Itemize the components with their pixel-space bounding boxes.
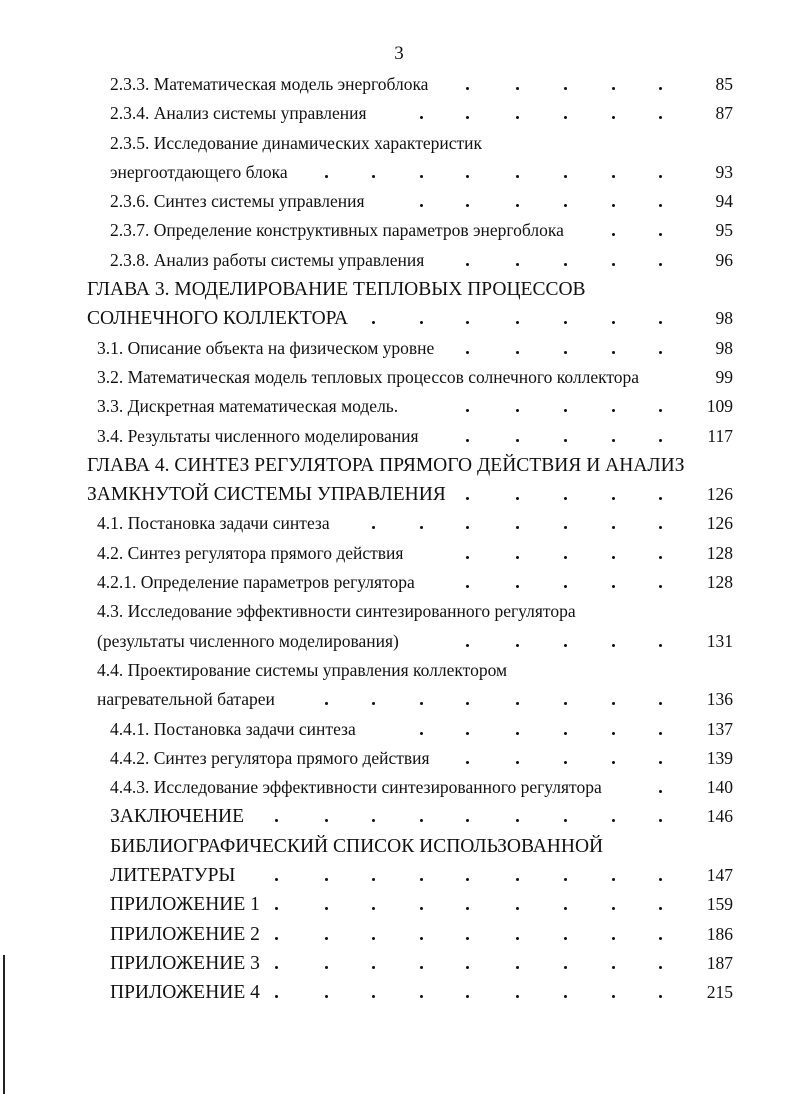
leader-dot bbox=[612, 87, 615, 90]
leader-dot bbox=[564, 907, 567, 910]
toc-row bbox=[0, 656, 798, 685]
leader-dot bbox=[564, 204, 567, 207]
toc-row bbox=[0, 422, 798, 451]
leader-dot bbox=[612, 644, 615, 647]
leader-dot bbox=[466, 995, 469, 998]
toc-entry-text: 4.4.1. Постановка задачи синтеза bbox=[110, 718, 356, 739]
leader-dot bbox=[612, 116, 615, 119]
leader-dot bbox=[564, 497, 567, 500]
leader-dot bbox=[612, 878, 615, 881]
leader-dot bbox=[516, 732, 519, 735]
leader-dot bbox=[420, 732, 423, 735]
toc-row bbox=[0, 246, 798, 275]
toc-entry-text: 3.3. Дискретная математическая модель. bbox=[97, 396, 399, 417]
toc-entry-text: энергоотдающего блока bbox=[110, 161, 288, 182]
leader-dot bbox=[659, 702, 662, 705]
leader-dot bbox=[466, 878, 469, 881]
leader-dot bbox=[466, 907, 469, 910]
leader-dot bbox=[325, 966, 328, 969]
leader-dot bbox=[372, 819, 375, 822]
leader-dot bbox=[516, 439, 519, 442]
leader-dot bbox=[466, 497, 469, 500]
leader-dot bbox=[275, 907, 278, 910]
toc-entry-text: ПРИЛОЖЕНИЕ 3 bbox=[110, 952, 260, 974]
leader-dot bbox=[612, 732, 615, 735]
toc-entry-text: ЗАМКНУТОЙ СИСТЕМЫ УПРАВЛЕНИЯ bbox=[87, 484, 446, 506]
toc-entry-text: 3.2. Математическая модель тепловых процессов солнечного коллектора bbox=[97, 366, 640, 387]
leader-dot bbox=[564, 556, 567, 559]
leader-dot bbox=[564, 116, 567, 119]
toc-row bbox=[0, 275, 798, 304]
leader-dot bbox=[466, 819, 469, 822]
leader-dot bbox=[516, 204, 519, 207]
toc-entry-text: ГЛАВА 4. СИНТЕЗ РЕГУЛЯТОРА ПРЯМОГО ДЕЙСТВИЯ И АНАЛИЗ bbox=[87, 454, 685, 476]
toc-entry-text: 2.3.5. Исследование динамических характеристик bbox=[110, 132, 483, 153]
leader-dot bbox=[420, 937, 423, 940]
leader-dot bbox=[659, 116, 662, 119]
toc-page-number: 147 bbox=[706, 865, 733, 886]
toc-row bbox=[0, 861, 798, 890]
leader-dot bbox=[516, 351, 519, 354]
leader-dot bbox=[659, 907, 662, 910]
leader-dot bbox=[516, 644, 519, 647]
leader-dot bbox=[275, 819, 278, 822]
toc-page-number: 131 bbox=[706, 630, 733, 651]
leader-dot bbox=[325, 702, 328, 705]
leader-dot bbox=[659, 585, 662, 588]
leader-dot bbox=[420, 878, 423, 881]
toc-page-number: 137 bbox=[706, 718, 733, 739]
leader-dot bbox=[372, 907, 375, 910]
leader-dot bbox=[612, 263, 615, 266]
leader-dot bbox=[420, 819, 423, 822]
leader-dot bbox=[659, 819, 662, 822]
leader-dot bbox=[372, 702, 375, 705]
toc-entry-text: 2.3.6. Синтез системы управления bbox=[110, 191, 365, 212]
leader-dot bbox=[516, 175, 519, 178]
leader-dot bbox=[612, 233, 615, 236]
leader-dot bbox=[659, 204, 662, 207]
toc-page-number: 98 bbox=[715, 337, 733, 358]
toc-row bbox=[0, 480, 798, 509]
toc-page-number: 139 bbox=[706, 747, 733, 768]
toc-page-number: 136 bbox=[706, 689, 733, 710]
leader-dot bbox=[612, 556, 615, 559]
toc-entry-text: (результаты численного моделирования) bbox=[97, 630, 399, 651]
toc-page-number: 95 bbox=[715, 220, 733, 241]
toc-row bbox=[0, 187, 798, 216]
toc-entry-text: ЗАКЛЮЧЕНИЕ bbox=[110, 806, 245, 828]
toc-entry-text: 4.2.1. Определение параметров регулятора bbox=[97, 572, 415, 593]
toc-row bbox=[0, 744, 798, 773]
toc-page-number: 99 bbox=[715, 366, 733, 387]
toc-entry-text: 2.3.3. Математическая модель энергоблока bbox=[110, 74, 429, 94]
leader-dot bbox=[659, 439, 662, 442]
toc-entry-text: 4.4. Проектирование системы управления коллектором bbox=[97, 659, 508, 680]
toc-row bbox=[0, 216, 798, 245]
leader-dot bbox=[564, 263, 567, 266]
toc-row bbox=[0, 451, 798, 480]
leader-dot bbox=[659, 233, 662, 236]
leader-dot bbox=[466, 116, 469, 119]
toc-entry-text: 3.1. Описание объекта на физическом уровне bbox=[97, 337, 435, 358]
toc-entry-text: ЛИТЕРАТУРЫ bbox=[110, 865, 236, 887]
toc-row bbox=[0, 334, 798, 363]
toc-row bbox=[0, 715, 798, 744]
leader-dot bbox=[466, 175, 469, 178]
leader-dot bbox=[372, 995, 375, 998]
leader-dot bbox=[420, 966, 423, 969]
leader-dot bbox=[466, 409, 469, 412]
leader-dot bbox=[659, 556, 662, 559]
leader-dot bbox=[466, 761, 469, 764]
toc-page-number: 109 bbox=[706, 396, 733, 417]
leader-dot bbox=[612, 497, 615, 500]
toc-entry-text: 4.1. Постановка задачи синтеза bbox=[97, 513, 330, 534]
leader-dot bbox=[466, 732, 469, 735]
leader-dot bbox=[564, 702, 567, 705]
leader-dot bbox=[516, 497, 519, 500]
toc-page-number: 126 bbox=[706, 513, 733, 534]
scan-margin-line bbox=[3, 955, 5, 1094]
toc-row bbox=[0, 597, 798, 626]
toc-page-number: 146 bbox=[706, 806, 733, 827]
leader-dot bbox=[659, 644, 662, 647]
toc-entry-text: нагревательной батареи bbox=[97, 689, 275, 710]
leader-dot bbox=[516, 702, 519, 705]
leader-dot bbox=[564, 439, 567, 442]
leader-dot bbox=[612, 409, 615, 412]
leader-dot bbox=[325, 878, 328, 881]
table-of-contents bbox=[0, 70, 798, 1008]
toc-row bbox=[0, 392, 798, 421]
toc-page-number: 128 bbox=[706, 542, 733, 563]
leader-dot bbox=[516, 526, 519, 529]
leader-dot bbox=[612, 526, 615, 529]
leader-dot bbox=[659, 761, 662, 764]
leader-dot bbox=[659, 497, 662, 500]
leader-dot bbox=[516, 761, 519, 764]
leader-dot bbox=[612, 937, 615, 940]
page-number: 3 bbox=[394, 43, 404, 64]
leader-dot bbox=[659, 351, 662, 354]
leader-dot bbox=[564, 995, 567, 998]
leader-dot bbox=[612, 761, 615, 764]
leader-dot bbox=[420, 907, 423, 910]
leader-dot bbox=[659, 878, 662, 881]
leader-dot bbox=[466, 204, 469, 207]
leader-dot bbox=[612, 321, 615, 324]
toc-row bbox=[0, 949, 798, 978]
toc-entry-text: 4.3. Исследование эффективности синтезированного регулятора bbox=[97, 601, 576, 622]
leader-dot bbox=[659, 526, 662, 529]
leader-dot bbox=[325, 175, 328, 178]
leader-dot bbox=[612, 585, 615, 588]
leader-dot bbox=[516, 116, 519, 119]
leader-dot bbox=[372, 937, 375, 940]
toc-entry-text: ПРИЛОЖЕНИЕ 4 bbox=[110, 982, 260, 1004]
toc-entry-text: ГЛАВА 3. МОДЕЛИРОВАНИЕ ТЕПЛОВЫХ ПРОЦЕССОВ bbox=[87, 279, 586, 301]
leader-dot bbox=[466, 556, 469, 559]
leader-dot bbox=[612, 966, 615, 969]
leader-dot bbox=[516, 263, 519, 266]
leader-dot bbox=[516, 87, 519, 90]
leader-dot bbox=[466, 585, 469, 588]
leader-dot bbox=[325, 819, 328, 822]
leader-dot bbox=[516, 819, 519, 822]
leader-dot bbox=[564, 175, 567, 178]
leader-dot bbox=[466, 439, 469, 442]
toc-row bbox=[0, 70, 798, 99]
leader-dot bbox=[325, 937, 328, 940]
toc-row bbox=[0, 568, 798, 597]
leader-dot bbox=[372, 175, 375, 178]
toc-page-number: 215 bbox=[706, 982, 733, 1003]
leader-dot bbox=[564, 966, 567, 969]
leader-dot bbox=[372, 321, 375, 324]
leader-dot bbox=[420, 702, 423, 705]
toc-row bbox=[0, 158, 798, 187]
leader-dot bbox=[659, 937, 662, 940]
toc-page-number: 117 bbox=[707, 425, 733, 446]
leader-dot bbox=[659, 175, 662, 178]
toc-row bbox=[0, 978, 798, 1007]
leader-dot bbox=[612, 175, 615, 178]
leader-dot bbox=[564, 526, 567, 529]
toc-entry-text: ПРИЛОЖЕНИЕ 2 bbox=[110, 923, 260, 945]
leader-dot bbox=[612, 702, 615, 705]
toc-row bbox=[0, 685, 798, 714]
leader-dot bbox=[466, 87, 469, 90]
leader-dot bbox=[275, 966, 278, 969]
leader-dot bbox=[659, 966, 662, 969]
leader-dot bbox=[516, 937, 519, 940]
leader-dot bbox=[420, 116, 423, 119]
leader-dot bbox=[516, 556, 519, 559]
leader-dot bbox=[372, 878, 375, 881]
toc-page-number: 93 bbox=[715, 161, 733, 182]
leader-dot bbox=[612, 351, 615, 354]
toc-entry-text: БИБЛИОГРАФИЧЕСКИЙ СПИСОК ИСПОЛЬЗОВАННОЙ bbox=[110, 835, 604, 857]
toc-row bbox=[0, 773, 798, 802]
leader-dot bbox=[612, 439, 615, 442]
leader-dot bbox=[420, 204, 423, 207]
leader-dot bbox=[564, 585, 567, 588]
leader-dot bbox=[564, 644, 567, 647]
leader-dot bbox=[612, 907, 615, 910]
leader-dot bbox=[564, 819, 567, 822]
leader-dot bbox=[564, 732, 567, 735]
leader-dot bbox=[466, 526, 469, 529]
toc-row bbox=[0, 363, 798, 392]
leader-dot bbox=[612, 204, 615, 207]
leader-dot bbox=[564, 321, 567, 324]
leader-dot bbox=[659, 732, 662, 735]
leader-dot bbox=[275, 878, 278, 881]
leader-dot bbox=[466, 351, 469, 354]
leader-dot bbox=[325, 907, 328, 910]
toc-page-number: 159 bbox=[706, 894, 733, 915]
toc-entry-text: СОЛНЕЧНОГО КОЛЛЕКТОРА bbox=[87, 308, 349, 330]
toc-row bbox=[0, 304, 798, 333]
leader-dot bbox=[420, 321, 423, 324]
leader-dot bbox=[612, 819, 615, 822]
toc-row bbox=[0, 802, 798, 831]
toc-row bbox=[0, 539, 798, 568]
leader-dot bbox=[516, 907, 519, 910]
leader-dot bbox=[466, 263, 469, 266]
leader-dot bbox=[564, 761, 567, 764]
toc-page-number: 85 bbox=[715, 74, 733, 94]
leader-dot bbox=[516, 409, 519, 412]
leader-dot bbox=[659, 87, 662, 90]
toc-row bbox=[0, 129, 798, 158]
leader-dot bbox=[372, 526, 375, 529]
toc-row bbox=[0, 890, 798, 919]
leader-dot bbox=[564, 878, 567, 881]
toc-entry-text: 2.3.7. Определение конструктивных параметров энергоблока bbox=[110, 220, 564, 241]
toc-entry-text: 4.2. Синтез регулятора прямого действия bbox=[97, 542, 404, 563]
toc-entry-text: 2.3.8. Анализ работы системы управления bbox=[110, 249, 425, 270]
toc-entry-text: ПРИЛОЖЕНИЕ 1 bbox=[110, 894, 260, 916]
leader-dot bbox=[275, 937, 278, 940]
toc-page-number: 140 bbox=[706, 777, 733, 798]
leader-dot bbox=[372, 966, 375, 969]
leader-dot bbox=[466, 702, 469, 705]
leader-dot bbox=[612, 995, 615, 998]
leader-dot bbox=[659, 790, 662, 793]
toc-row bbox=[0, 920, 798, 949]
leader-dot bbox=[564, 351, 567, 354]
leader-dot bbox=[516, 585, 519, 588]
toc-entry-text: 3.4. Результаты численного моделирования bbox=[97, 425, 419, 446]
toc-row bbox=[0, 509, 798, 538]
toc-row bbox=[0, 99, 798, 128]
leader-dot bbox=[564, 409, 567, 412]
leader-dot bbox=[466, 321, 469, 324]
leader-dot bbox=[659, 321, 662, 324]
leader-dot bbox=[659, 263, 662, 266]
toc-page-number: 128 bbox=[706, 572, 733, 593]
toc-page-number: 87 bbox=[715, 103, 733, 124]
toc-page-number: 98 bbox=[715, 308, 733, 329]
leader-dot bbox=[516, 878, 519, 881]
leader-dot bbox=[420, 175, 423, 178]
leader-dot bbox=[564, 937, 567, 940]
toc-page-number: 126 bbox=[706, 484, 733, 505]
leader-dot bbox=[516, 966, 519, 969]
leader-dot bbox=[275, 995, 278, 998]
leader-dot bbox=[516, 321, 519, 324]
leader-dot bbox=[564, 87, 567, 90]
toc-row bbox=[0, 832, 798, 861]
leader-dot bbox=[420, 526, 423, 529]
leader-dot bbox=[466, 644, 469, 647]
leader-dot bbox=[466, 966, 469, 969]
leader-dot bbox=[420, 995, 423, 998]
toc-row bbox=[0, 627, 798, 656]
leader-dot bbox=[325, 995, 328, 998]
toc-entry-text: 4.4.3. Исследование эффективности синтезированного регулятора bbox=[110, 777, 602, 798]
leader-dot bbox=[659, 409, 662, 412]
toc-entry-text: 4.4.2. Синтез регулятора прямого действия bbox=[110, 747, 430, 768]
toc-page-number: 186 bbox=[706, 923, 733, 944]
toc-page-number: 96 bbox=[715, 249, 733, 270]
leader-dot bbox=[466, 937, 469, 940]
toc-page-number: 187 bbox=[706, 952, 733, 973]
toc-entry-text: 2.3.4. Анализ системы управления bbox=[110, 103, 367, 124]
leader-dot bbox=[659, 995, 662, 998]
toc-page-number: 94 bbox=[715, 191, 733, 212]
leader-dot bbox=[516, 995, 519, 998]
